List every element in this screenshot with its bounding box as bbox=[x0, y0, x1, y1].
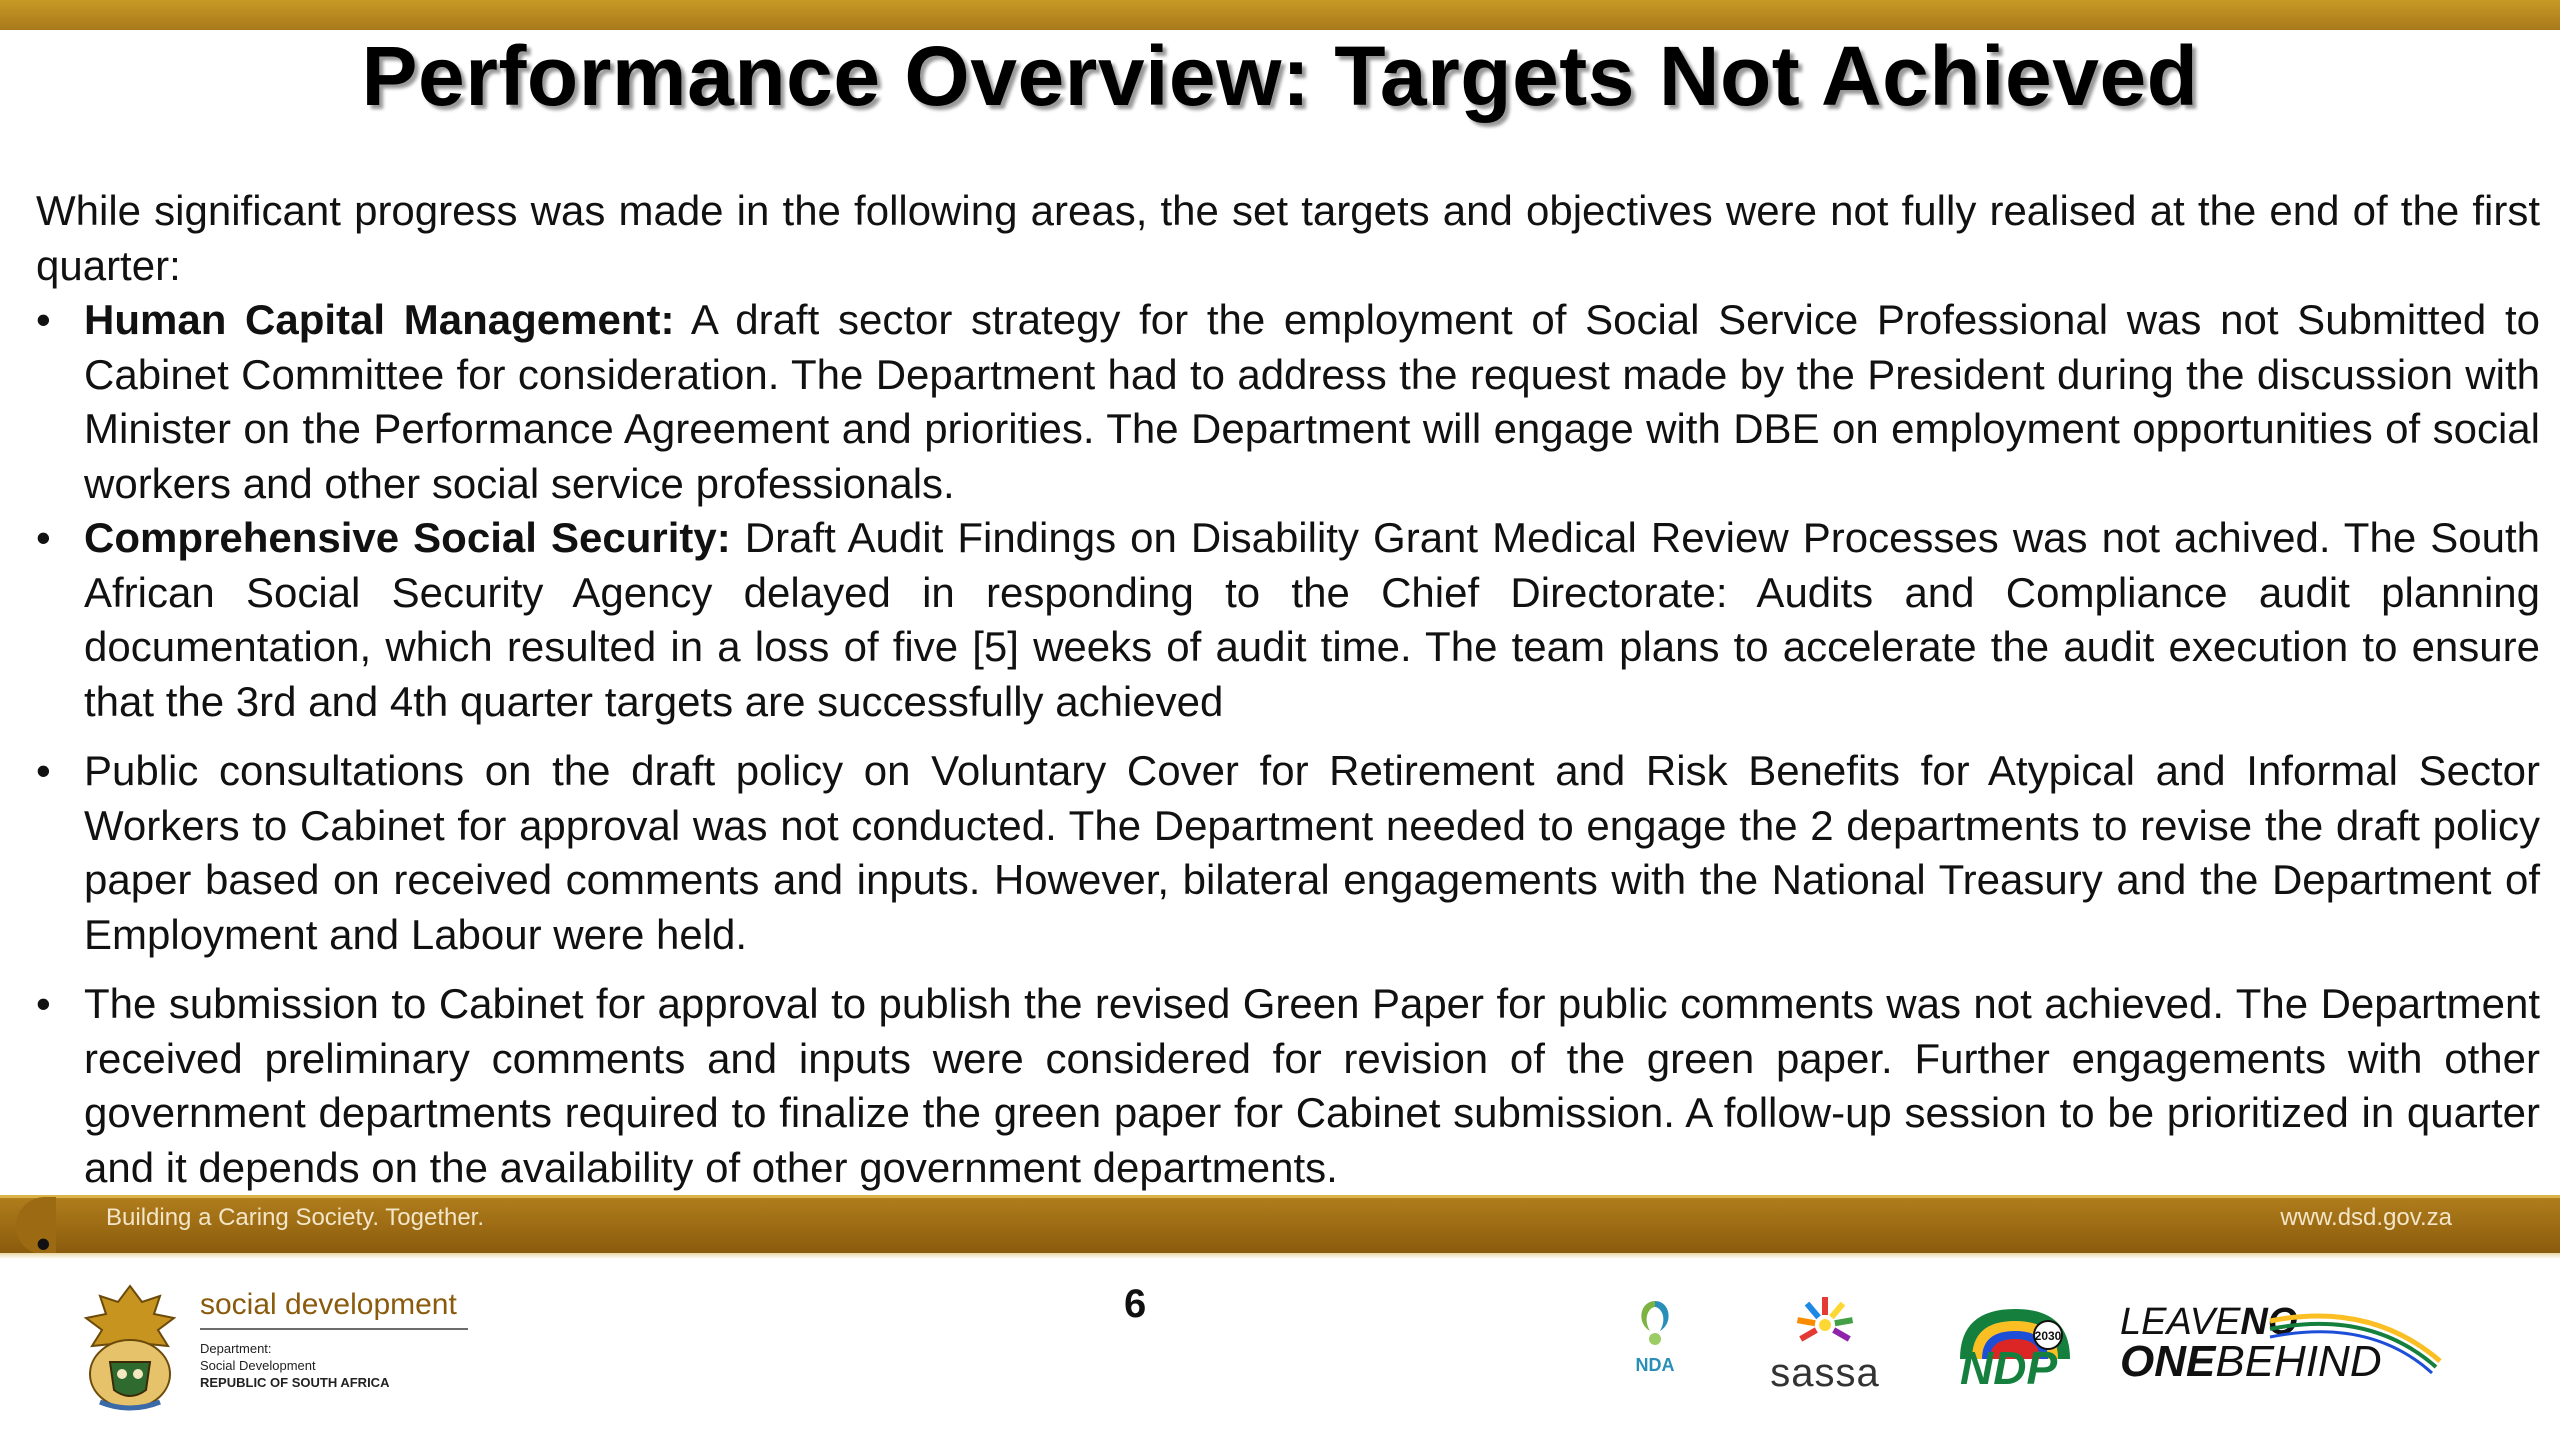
bullet-marker: • bbox=[36, 747, 51, 794]
bullet-text: Draft Audit Findings on Disability Grant Medical Review Processes was not achived. The South African Social Security Agency delayed in responding to the Chief Directorate: Audits and Compliance audit planning documentation, which resulted in a loss of five [5] weeks of audit time. The team plans to accelerate the audit execution to ensure that the 3rd and 4th quarter targets are successfully achieved bbox=[84, 514, 2540, 725]
nda-logo bbox=[1620, 1293, 1690, 1393]
ndp-label: NDP bbox=[1960, 1342, 2058, 1394]
page-number: 6 bbox=[1124, 1282, 1147, 1326]
top-accent-bar bbox=[0, 0, 2560, 30]
ndp-logo bbox=[1950, 1299, 2080, 1399]
slide-body bbox=[36, 184, 2540, 1195]
bullet-list bbox=[36, 293, 2540, 1195]
bullet-text: Public consultations on the draft policy on Voluntary Cover for Retirement and Risk Benefits for Atypical and Informal Sector Workers to Cabinet for approval was not conducted. The Department needed to engage the 2 departments to revise the draft policy paper based on received comments and inputs. However, bilateral engagements with the National Treasury and the Department of Employment and Labour were held. bbox=[84, 747, 2540, 958]
sassa-burst-icon bbox=[1750, 1293, 1900, 1353]
dsd-line2: Social Development bbox=[200, 1358, 316, 1373]
dsd-wordmark: social development bbox=[200, 1288, 457, 1321]
bullet-text: A draft sector strategy for the employment of Social Service Professional was not Submitted to Cabinet Committee for consideration. The Department had to address the request made by the President during the discussion with Minister on the Performance Agreement and priorities. The Department will engage with DBE on employment opportunities of social workers and other social service professionals. bbox=[84, 296, 2540, 507]
bullet-lead: Human Capital Management: bbox=[84, 296, 675, 343]
footer-url: www.dsd.gov.za bbox=[2280, 1204, 2452, 1231]
bullet-lead: Comprehensive Social Security: bbox=[84, 514, 731, 561]
bullet-green-paper bbox=[36, 977, 2540, 1195]
footer-tagline: Building a Caring Society. Together. bbox=[106, 1204, 485, 1231]
sassa-label: sassa bbox=[1770, 1351, 1880, 1395]
nda-swirl-icon bbox=[1620, 1293, 1690, 1353]
coat-of-arms-icon bbox=[70, 1278, 190, 1414]
bullet-marker: • bbox=[36, 514, 51, 561]
bullet-marker: • bbox=[36, 980, 51, 1027]
lnob-word-one: ONE bbox=[2120, 1337, 2216, 1386]
leave-no-one-behind-logo bbox=[2120, 1301, 2460, 1391]
bullet-public-consultations bbox=[36, 744, 2540, 962]
sassa-logo bbox=[1750, 1293, 1900, 1403]
footer-shadow bbox=[0, 1253, 2560, 1259]
bullet-social-security bbox=[36, 511, 2540, 729]
dsd-divider bbox=[200, 1328, 468, 1330]
bullet-marker: • bbox=[36, 296, 51, 343]
slide-title: Performance Overview: Targets Not Achieved bbox=[361, 29, 2199, 123]
bullet-text: The submission to Cabinet for approval to publish the revised Green Paper for public comments was not achieved. The Department received preliminary comments and inputs were considered for revision of the green paper. Further engagements with other government departments required to finalize the green paper for Cabinet submission. A follow-up session to be prioritized in quarter and it depends on the availability of other government departments. bbox=[84, 980, 2540, 1191]
partner-logos bbox=[1610, 1285, 2460, 1405]
dsd-subtitle bbox=[200, 1340, 389, 1391]
intro-paragraph: While significant progress was made in the following areas, the set targets and objectives were not fully realised at the end of the first quarter: bbox=[36, 187, 2540, 289]
stray-bullet-marker: • bbox=[36, 1220, 51, 1267]
dsd-line1: Department: bbox=[200, 1341, 272, 1356]
ndp-year: 2030 bbox=[2034, 1329, 2062, 1343]
lnob-word-leave: LEAVE bbox=[2120, 1301, 2241, 1343]
lnob-swoosh-icon bbox=[2120, 1301, 2460, 1391]
lnob-word-no: NO bbox=[2240, 1301, 2298, 1343]
bullet-human-capital bbox=[36, 293, 2540, 511]
lnob-word-behind: BEHIND bbox=[2215, 1337, 2382, 1386]
dsd-logo bbox=[70, 1278, 490, 1414]
nda-label: NDA bbox=[1635, 1355, 1675, 1375]
dsd-line3: REPUBLIC OF SOUTH AFRICA bbox=[200, 1375, 390, 1390]
